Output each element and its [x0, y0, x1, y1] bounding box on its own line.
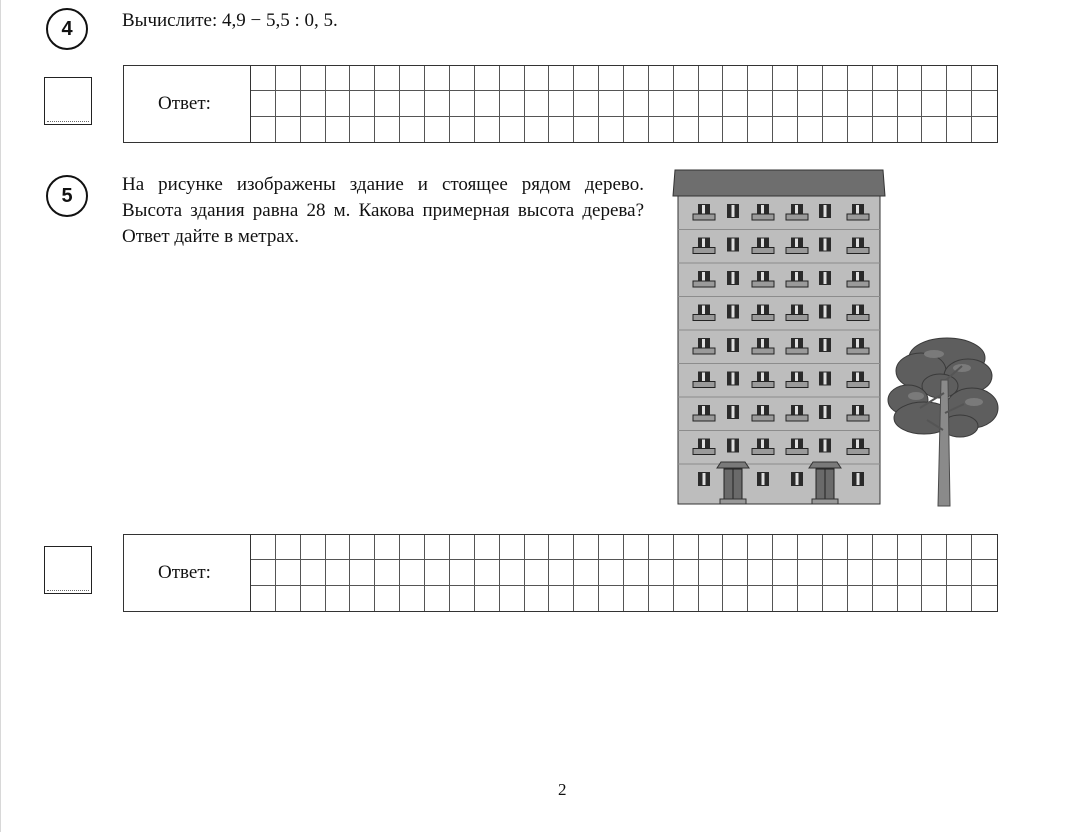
answer-cell[interactable]	[798, 117, 823, 142]
building-balcony	[693, 449, 715, 455]
window-pane	[824, 406, 827, 418]
answer-cell[interactable]	[748, 117, 773, 142]
building	[673, 170, 885, 504]
answer-cell[interactable]	[674, 91, 699, 116]
task-4-answer-label: Ответ:	[124, 66, 251, 142]
answer-cell[interactable]	[350, 586, 375, 611]
answer-cell[interactable]	[823, 66, 848, 91]
answer-cell[interactable]	[450, 66, 475, 91]
answer-cell[interactable]	[375, 560, 400, 585]
answer-cell[interactable]	[574, 91, 599, 116]
answer-cell[interactable]	[947, 66, 972, 91]
answer-cell[interactable]	[873, 535, 898, 560]
answer-cell[interactable]	[549, 586, 574, 611]
answer-cell[interactable]	[848, 560, 873, 585]
window-pane	[761, 373, 764, 382]
answer-cell[interactable]	[599, 117, 624, 142]
answer-cell[interactable]	[450, 117, 475, 142]
answer-cell[interactable]	[922, 66, 947, 91]
answer-cell[interactable]	[276, 66, 301, 91]
window-pane	[824, 306, 827, 318]
entrance-canopy	[717, 462, 749, 468]
answer-cell[interactable]	[475, 66, 500, 91]
task-5-number: 5	[46, 175, 88, 217]
building-balcony	[752, 449, 774, 455]
answer-cell[interactable]	[276, 535, 301, 560]
answer-cell[interactable]	[525, 91, 550, 116]
window-pane	[795, 239, 798, 248]
window-pane	[795, 373, 798, 382]
answer-cell[interactable]	[922, 535, 947, 560]
answer-cell[interactable]	[574, 66, 599, 91]
task-4-score-box[interactable]	[44, 77, 92, 125]
window-pane	[732, 440, 735, 452]
window-pane	[824, 440, 827, 452]
building-balcony	[786, 281, 808, 287]
answer-cell[interactable]	[798, 560, 823, 585]
building-balcony	[752, 382, 774, 388]
answer-cell[interactable]	[574, 535, 599, 560]
answer-cell[interactable]	[624, 91, 649, 116]
answer-cell[interactable]	[574, 560, 599, 585]
answer-cell[interactable]	[624, 66, 649, 91]
building-balcony	[786, 382, 808, 388]
answer-cell[interactable]	[350, 535, 375, 560]
building-balcony	[847, 449, 869, 455]
answer-cell[interactable]	[400, 560, 425, 585]
answer-cell[interactable]	[549, 91, 574, 116]
answer-cell[interactable]	[823, 91, 848, 116]
window-pane	[856, 373, 859, 382]
answer-cell[interactable]	[624, 586, 649, 611]
window-pane	[702, 306, 705, 315]
answer-cell[interactable]	[525, 535, 550, 560]
window-pane	[824, 339, 827, 351]
answer-cell[interactable]	[276, 91, 301, 116]
answer-cell[interactable]	[276, 586, 301, 611]
building-roof	[673, 170, 885, 196]
answer-cell[interactable]	[425, 586, 450, 611]
window-pane	[824, 205, 827, 217]
window-pane	[856, 339, 859, 348]
window-pane	[795, 272, 798, 281]
window-pane	[732, 205, 735, 217]
window-pane	[702, 440, 705, 449]
answer-cell[interactable]	[624, 560, 649, 585]
answer-cell[interactable]	[301, 66, 326, 91]
answer-cell[interactable]	[400, 91, 425, 116]
answer-cell[interactable]	[375, 117, 400, 142]
answer-cell[interactable]	[500, 66, 525, 91]
answer-cell[interactable]	[375, 91, 400, 116]
answer-cell[interactable]	[599, 535, 624, 560]
answer-cell[interactable]	[922, 117, 947, 142]
answer-cell[interactable]	[699, 535, 724, 560]
answer-cell[interactable]	[599, 66, 624, 91]
answer-cell[interactable]	[251, 117, 276, 142]
window-pane	[856, 306, 859, 315]
answer-cell[interactable]	[649, 560, 674, 585]
tree	[888, 338, 998, 506]
window-pane	[761, 440, 764, 449]
answer-cell[interactable]	[649, 535, 674, 560]
window-pane	[702, 205, 705, 214]
answer-cell[interactable]	[500, 117, 525, 142]
answer-cell[interactable]	[326, 66, 351, 91]
answer-cell[interactable]	[649, 117, 674, 142]
answer-cell[interactable]	[549, 560, 574, 585]
page-edge	[0, 0, 1, 832]
answer-cell[interactable]	[525, 66, 550, 91]
building-balcony	[752, 214, 774, 220]
window-pane	[732, 239, 735, 251]
answer-cell[interactable]	[773, 586, 798, 611]
window-pane	[732, 373, 735, 385]
answer-cell[interactable]	[748, 91, 773, 116]
task-5-answer-grid[interactable]	[251, 535, 997, 611]
answer-cell[interactable]	[475, 535, 500, 560]
answer-cell[interactable]	[699, 66, 724, 91]
answer-cell[interactable]	[624, 117, 649, 142]
answer-cell[interactable]	[848, 66, 873, 91]
page-number: 2	[558, 780, 567, 799]
answer-cell[interactable]	[898, 560, 923, 585]
answer-cell[interactable]	[251, 66, 276, 91]
answer-cell[interactable]	[873, 66, 898, 91]
answer-cell[interactable]	[848, 117, 873, 142]
answer-cell[interactable]	[649, 66, 674, 91]
building-balcony	[786, 415, 808, 421]
answer-cell[interactable]	[375, 586, 400, 611]
answer-cell[interactable]	[251, 535, 276, 560]
answer-cell[interactable]	[425, 91, 450, 116]
answer-cell[interactable]	[798, 586, 823, 611]
answer-cell[interactable]	[599, 586, 624, 611]
answer-cell[interactable]	[723, 66, 748, 91]
entrance-step	[720, 499, 746, 504]
window-pane	[856, 406, 859, 415]
answer-cell[interactable]	[898, 535, 923, 560]
window-pane	[856, 205, 859, 214]
window-pane	[795, 440, 798, 449]
answer-cell[interactable]	[400, 535, 425, 560]
building-balcony	[847, 382, 869, 388]
window-pane	[824, 373, 827, 385]
answer-cell[interactable]	[947, 91, 972, 116]
answer-cell[interactable]	[475, 91, 500, 116]
window-pane	[857, 473, 860, 485]
answer-cell[interactable]	[922, 91, 947, 116]
answer-cell[interactable]	[599, 560, 624, 585]
answer-cell[interactable]	[748, 560, 773, 585]
building-balcony	[752, 348, 774, 354]
answer-cell[interactable]	[699, 560, 724, 585]
answer-cell[interactable]	[823, 586, 848, 611]
task-5-answer-label: Ответ:	[124, 535, 251, 611]
window-pane	[702, 272, 705, 281]
answer-cell[interactable]	[873, 117, 898, 142]
answer-cell[interactable]	[251, 560, 276, 585]
answer-cell[interactable]	[375, 535, 400, 560]
answer-cell[interactable]	[301, 560, 326, 585]
answer-cell[interactable]	[972, 535, 997, 560]
window-pane	[761, 306, 764, 315]
window-pane	[761, 239, 764, 248]
answer-cell[interactable]	[326, 91, 351, 116]
answer-cell[interactable]	[773, 560, 798, 585]
building-balcony	[847, 214, 869, 220]
answer-cell[interactable]	[549, 117, 574, 142]
answer-cell[interactable]	[425, 560, 450, 585]
answer-cell[interactable]	[723, 586, 748, 611]
building-balcony	[847, 248, 869, 254]
answer-cell[interactable]	[674, 560, 699, 585]
window-pane	[795, 406, 798, 415]
answer-cell[interactable]	[326, 117, 351, 142]
building-balcony	[752, 315, 774, 321]
window-pane	[762, 473, 765, 485]
answer-cell[interactable]	[450, 91, 475, 116]
answer-cell[interactable]	[947, 117, 972, 142]
building-balcony	[693, 281, 715, 287]
answer-cell[interactable]	[475, 117, 500, 142]
answer-cell[interactable]	[848, 91, 873, 116]
answer-cell[interactable]	[898, 586, 923, 611]
window-pane	[795, 339, 798, 348]
answer-cell[interactable]	[649, 586, 674, 611]
answer-cell[interactable]	[400, 66, 425, 91]
answer-cell[interactable]	[972, 117, 997, 142]
answer-cell[interactable]	[375, 66, 400, 91]
answer-cell[interactable]	[350, 66, 375, 91]
answer-cell[interactable]	[500, 535, 525, 560]
answer-cell[interactable]	[873, 586, 898, 611]
building-balcony	[752, 415, 774, 421]
answer-cell[interactable]	[947, 560, 972, 585]
answer-cell[interactable]	[674, 586, 699, 611]
window-pane	[732, 339, 735, 351]
answer-cell[interactable]	[500, 91, 525, 116]
answer-cell[interactable]	[773, 91, 798, 116]
answer-cell[interactable]	[848, 535, 873, 560]
building-balcony	[847, 348, 869, 354]
window-pane	[796, 473, 799, 485]
answer-cell[interactable]	[848, 586, 873, 611]
answer-cell[interactable]	[525, 586, 550, 611]
answer-cell[interactable]	[898, 66, 923, 91]
building-balcony	[693, 214, 715, 220]
building-balcony	[847, 415, 869, 421]
answer-cell[interactable]	[425, 535, 450, 560]
answer-cell[interactable]	[823, 117, 848, 142]
answer-cell[interactable]	[699, 91, 724, 116]
answer-cell[interactable]	[823, 560, 848, 585]
window-pane	[703, 473, 706, 485]
answer-cell[interactable]	[475, 560, 500, 585]
answer-cell[interactable]	[699, 586, 724, 611]
answer-cell[interactable]	[450, 586, 475, 611]
answer-cell[interactable]	[276, 560, 301, 585]
building-balcony	[693, 348, 715, 354]
answer-cell[interactable]	[972, 586, 997, 611]
answer-cell[interactable]	[525, 117, 550, 142]
window-pane	[856, 440, 859, 449]
answer-cell[interactable]	[400, 586, 425, 611]
answer-cell[interactable]	[425, 66, 450, 91]
answer-cell[interactable]	[922, 586, 947, 611]
building-balcony	[847, 281, 869, 287]
answer-cell[interactable]	[500, 560, 525, 585]
answer-cell[interactable]	[301, 91, 326, 116]
answer-cell[interactable]	[425, 117, 450, 142]
answer-cell[interactable]	[972, 66, 997, 91]
window-pane	[702, 339, 705, 348]
answer-cell[interactable]	[301, 535, 326, 560]
window-pane	[824, 239, 827, 251]
answer-cell[interactable]	[723, 560, 748, 585]
building-balcony	[786, 248, 808, 254]
answer-cell[interactable]	[500, 586, 525, 611]
answer-cell[interactable]	[326, 535, 351, 560]
answer-cell[interactable]	[922, 560, 947, 585]
answer-cell[interactable]	[723, 117, 748, 142]
task-4-number: 4	[46, 8, 88, 50]
answer-cell[interactable]	[599, 91, 624, 116]
window-pane	[856, 239, 859, 248]
answer-cell[interactable]	[350, 117, 375, 142]
answer-cell[interactable]	[748, 586, 773, 611]
answer-cell[interactable]	[972, 560, 997, 585]
window-pane	[761, 272, 764, 281]
answer-cell[interactable]	[947, 535, 972, 560]
answer-cell[interactable]	[798, 66, 823, 91]
answer-cell[interactable]	[251, 586, 276, 611]
task-4-answer-grid[interactable]	[251, 66, 997, 142]
answer-cell[interactable]	[898, 117, 923, 142]
answer-cell[interactable]	[798, 535, 823, 560]
window-pane	[795, 205, 798, 214]
building-balcony	[786, 214, 808, 220]
building-balcony	[693, 382, 715, 388]
answer-cell[interactable]	[549, 535, 574, 560]
answer-cell[interactable]	[798, 91, 823, 116]
answer-cell[interactable]	[326, 586, 351, 611]
answer-cell[interactable]	[301, 117, 326, 142]
window-pane	[761, 406, 764, 415]
window-pane	[732, 306, 735, 318]
answer-cell[interactable]	[898, 91, 923, 116]
task-4-text: Вычислите: 4,9 − 5,5 : 0, 5.	[122, 10, 338, 31]
answer-cell[interactable]	[574, 117, 599, 142]
answer-cell[interactable]	[773, 535, 798, 560]
answer-cell[interactable]	[624, 535, 649, 560]
window-pane	[761, 205, 764, 214]
answer-cell[interactable]	[699, 117, 724, 142]
building-balcony	[786, 315, 808, 321]
answer-cell[interactable]	[301, 586, 326, 611]
building-balcony	[752, 248, 774, 254]
answer-cell[interactable]	[400, 117, 425, 142]
building-balcony	[693, 315, 715, 321]
answer-cell[interactable]	[674, 117, 699, 142]
answer-cell[interactable]	[674, 535, 699, 560]
window-pane	[824, 272, 827, 284]
answer-cell[interactable]	[674, 66, 699, 91]
answer-cell[interactable]	[823, 535, 848, 560]
answer-cell[interactable]	[748, 66, 773, 91]
window-pane	[702, 373, 705, 382]
answer-cell[interactable]	[475, 586, 500, 611]
answer-cell[interactable]	[574, 586, 599, 611]
answer-cell[interactable]	[723, 535, 748, 560]
answer-cell[interactable]	[723, 91, 748, 116]
answer-cell[interactable]	[450, 560, 475, 585]
answer-cell[interactable]	[276, 117, 301, 142]
building-balcony	[693, 415, 715, 421]
answer-cell[interactable]	[873, 560, 898, 585]
answer-cell[interactable]	[773, 66, 798, 91]
task-5-answer-block	[123, 534, 998, 612]
answer-cell[interactable]	[525, 560, 550, 585]
window-pane	[702, 406, 705, 415]
window-pane	[761, 339, 764, 348]
answer-cell[interactable]	[251, 91, 276, 116]
answer-cell[interactable]	[350, 91, 375, 116]
entrance-canopy	[809, 462, 841, 468]
answer-cell[interactable]	[748, 535, 773, 560]
window-pane	[856, 272, 859, 281]
task-5-score-box[interactable]	[44, 546, 92, 594]
answer-cell[interactable]	[947, 586, 972, 611]
window-pane	[702, 239, 705, 248]
building-balcony	[693, 248, 715, 254]
building-balcony	[786, 348, 808, 354]
building-balcony	[752, 281, 774, 287]
answer-cell[interactable]	[649, 91, 674, 116]
window-pane	[732, 406, 735, 418]
answer-cell[interactable]	[972, 91, 997, 116]
answer-cell[interactable]	[773, 117, 798, 142]
window-pane	[795, 306, 798, 315]
answer-cell[interactable]	[873, 91, 898, 116]
answer-cell[interactable]	[549, 66, 574, 91]
entrance-step	[812, 499, 838, 504]
answer-cell[interactable]	[450, 535, 475, 560]
window-pane	[732, 272, 735, 284]
answer-cell[interactable]	[350, 560, 375, 585]
building-balcony	[786, 449, 808, 455]
answer-cell[interactable]	[326, 560, 351, 585]
building-and-tree-figure	[672, 168, 1002, 508]
task-4-answer-block	[123, 65, 998, 143]
task-5-text: На рисунке изображены здание и стоящее рядом дерево. Высота здания равна 28 м. Какова примерная высота дерева? Ответ дайте в метрах.	[122, 174, 644, 247]
building-balcony	[847, 315, 869, 321]
